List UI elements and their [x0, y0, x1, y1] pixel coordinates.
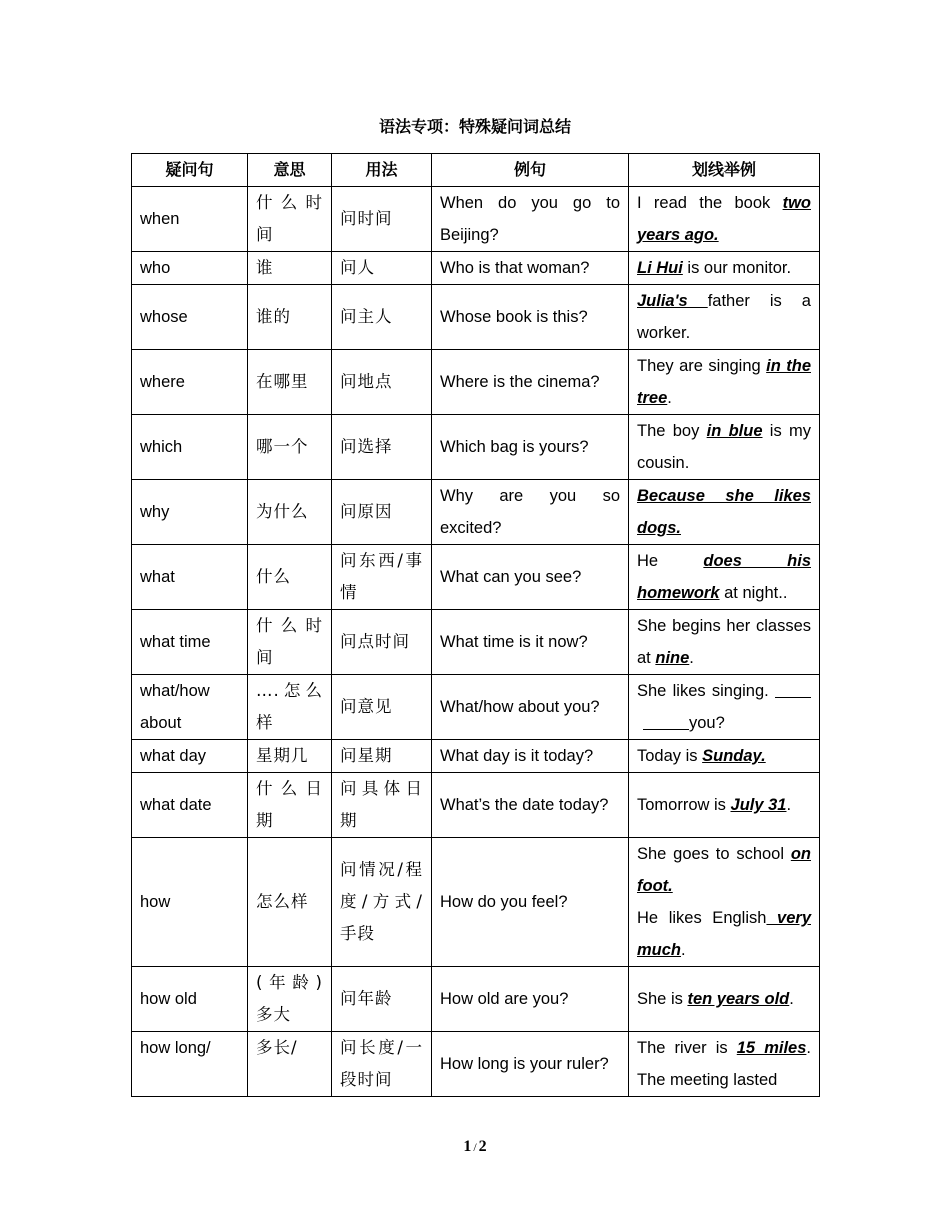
table-row: [132, 545, 820, 610]
underlined-answer: 15 miles: [736, 1039, 807, 1057]
underline-example-cell: [629, 675, 820, 740]
table-row: [132, 773, 820, 838]
header-question-word: 疑问句: [132, 154, 248, 187]
usage-cell: 问点时间: [332, 610, 432, 675]
meaning-cell: 哪一个: [248, 415, 332, 480]
underlined-answer: July 31: [730, 796, 787, 814]
meaning-cell: (年龄)多大: [248, 967, 332, 1032]
header-meaning: 意思: [248, 154, 332, 187]
usage-cell: 问东西/事情: [332, 545, 432, 610]
usage-cell: 问意见: [332, 675, 432, 740]
underline-example-cell: [629, 1032, 820, 1097]
underline-example-cell: [629, 415, 820, 480]
meaning-cell: 多长/: [248, 1032, 332, 1097]
table-row: [132, 252, 820, 285]
example-text: The river is: [637, 1039, 737, 1057]
underlined-answer: Sunday.: [702, 747, 766, 765]
table-row: [132, 1032, 820, 1097]
sentence-cell: What can you see?: [432, 545, 629, 610]
meaning-cell: 什么时间: [248, 187, 332, 252]
page-separator: /: [473, 1140, 477, 1154]
question-word-cell: where: [132, 350, 248, 415]
meaning-cell: 为什么: [248, 480, 332, 545]
page-total: 2: [478, 1138, 487, 1155]
underline-example-cell: [629, 545, 820, 610]
usage-cell: 问人: [332, 252, 432, 285]
table-row: [132, 740, 820, 773]
sentence-cell: Why are you so excited?: [432, 480, 629, 545]
page-number: [0, 1138, 950, 1156]
underline-example-cell: [629, 740, 820, 773]
question-word-cell: why: [132, 480, 248, 545]
table-row: [132, 480, 820, 545]
underline-example-cell: [629, 187, 820, 252]
usage-cell: 问年龄: [332, 967, 432, 1032]
table-row: [132, 610, 820, 675]
usage-cell: 问原因: [332, 480, 432, 545]
sentence-cell: How do you feel?: [432, 838, 629, 967]
underline-example-cell: [629, 285, 820, 350]
underline-example-cell: [629, 350, 820, 415]
usage-cell: 问主人: [332, 285, 432, 350]
sentence-cell: When do you go to Beijing?: [432, 187, 629, 252]
sentence-cell: Who is that woman?: [432, 252, 629, 285]
meaning-cell: 什么时间: [248, 610, 332, 675]
table-row: [132, 350, 820, 415]
underline-example-cell: [629, 773, 820, 838]
example-text: .: [681, 941, 686, 959]
underline-example-cell: [629, 610, 820, 675]
example-text: He likes English: [637, 909, 767, 927]
meaning-cell: 在哪里: [248, 350, 332, 415]
example-text: She is: [637, 990, 688, 1008]
table-row: [132, 285, 820, 350]
answer-blank: [775, 681, 811, 699]
example-text: .: [789, 990, 794, 1008]
question-word-cell: which: [132, 415, 248, 480]
meaning-cell: 什么日期: [248, 773, 332, 838]
example-text: I read the book: [637, 194, 783, 212]
question-word-cell: how long/: [132, 1032, 248, 1097]
example-text: Today is: [637, 747, 703, 765]
underline-example-cell: [629, 838, 820, 967]
underlined-answer: nine: [655, 649, 690, 667]
example-text: They are singing: [637, 357, 767, 375]
underlined-answer: Julia's: [637, 292, 708, 310]
example-text: you?: [689, 714, 725, 732]
underlined-answer: on foot.: [637, 845, 811, 895]
question-word-cell: what date: [132, 773, 248, 838]
question-words-table: [131, 153, 820, 1097]
usage-cell: 问星期: [332, 740, 432, 773]
underlined-answer: Because she likes dogs.: [637, 487, 811, 537]
underlined-answer: does his homework: [637, 552, 811, 602]
sentence-cell: What’s the date today?: [432, 773, 629, 838]
underlined-answer: very much: [637, 909, 811, 959]
underline-example-cell: [629, 480, 820, 545]
meaning-cell: 怎么样: [248, 838, 332, 967]
meaning-cell: 什么: [248, 545, 332, 610]
underlined-answer: in the tree: [637, 357, 811, 407]
example-text: . The meeting lasted: [637, 1039, 811, 1089]
meaning-cell: 谁的: [248, 285, 332, 350]
question-word-cell: when: [132, 187, 248, 252]
document-title: 语法专项：特殊疑问词总结: [378, 117, 571, 136]
header-underline-example: 划线举例: [629, 154, 820, 187]
question-word-cell: what day: [132, 740, 248, 773]
example-text: Tomorrow is: [637, 796, 731, 814]
question-word-cell: who: [132, 252, 248, 285]
example-text: at night..: [719, 584, 788, 602]
example-text: father is a worker.: [637, 292, 811, 342]
table-header-row: [132, 154, 820, 187]
question-word-cell: whose: [132, 285, 248, 350]
example-text: .: [689, 649, 694, 667]
page-current: 1: [463, 1138, 472, 1155]
example-text: .: [667, 389, 672, 407]
underlined-answer: two years ago.: [637, 194, 811, 244]
underline-example-cell: [629, 252, 820, 285]
usage-cell: 问情况/程度/方式/手段: [332, 838, 432, 967]
example-text: She goes to school: [637, 845, 791, 863]
usage-cell: 问地点: [332, 350, 432, 415]
question-word-cell: what time: [132, 610, 248, 675]
table-body: [132, 187, 820, 1097]
usage-cell: 问长度/一段时间: [332, 1032, 432, 1097]
header-sentence: 例句: [432, 154, 629, 187]
usage-cell: 问具体日期: [332, 773, 432, 838]
sentence-cell: What time is it now?: [432, 610, 629, 675]
meaning-cell: ….怎么样: [248, 675, 332, 740]
usage-cell: 问时间: [332, 187, 432, 252]
example-text: is our monitor.: [682, 259, 792, 277]
underline-example-cell: [629, 967, 820, 1032]
sentence-cell: How old are you?: [432, 967, 629, 1032]
sentence-cell: Where is the cinema?: [432, 350, 629, 415]
underlined-answer: in blue: [706, 422, 763, 440]
sentence-cell: How long is your ruler?: [432, 1032, 629, 1097]
sentence-cell: What/how about you?: [432, 675, 629, 740]
meaning-cell: 谁: [248, 252, 332, 285]
question-word-cell: how old: [132, 967, 248, 1032]
example-text: is my cousin.: [637, 422, 811, 472]
sentence-cell: What day is it today?: [432, 740, 629, 773]
table-row: [132, 415, 820, 480]
table-row: [132, 967, 820, 1032]
usage-cell: 问选择: [332, 415, 432, 480]
table-row: [132, 187, 820, 252]
sentence-cell: Whose book is this?: [432, 285, 629, 350]
table-row: [132, 838, 820, 967]
underlined-answer: Li Hui: [637, 259, 683, 277]
header-usage: 用法: [332, 154, 432, 187]
sentence-cell: Which bag is yours?: [432, 415, 629, 480]
underlined-answer: ten years old: [687, 990, 790, 1008]
example-text: She begins her classes at: [637, 617, 811, 667]
example-text: .: [786, 796, 792, 814]
question-word-cell: what: [132, 545, 248, 610]
table-row: [132, 675, 820, 740]
example-text: The boy: [637, 422, 707, 440]
example-text: She likes singing.: [637, 682, 775, 700]
question-word-cell: how: [132, 838, 248, 967]
question-word-cell: what/how about: [132, 675, 248, 740]
example-text: He: [637, 552, 704, 570]
answer-blank: [643, 713, 689, 731]
meaning-cell: 星期几: [248, 740, 332, 773]
